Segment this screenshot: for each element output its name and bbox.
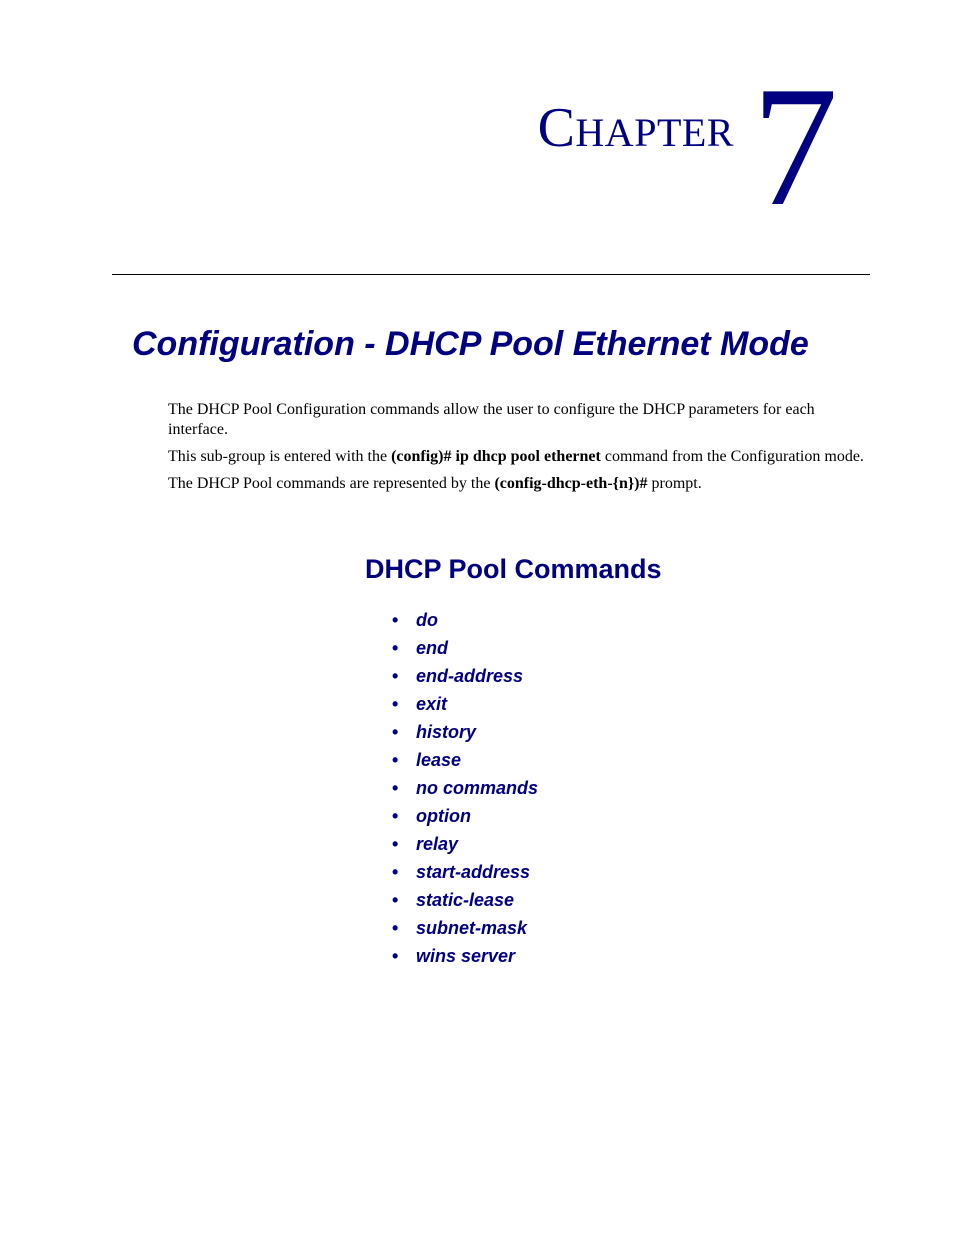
list-item[interactable] [392, 718, 538, 746]
list-item[interactable] [392, 690, 538, 718]
bullet-icon: • [392, 694, 399, 714]
command-list [392, 606, 538, 970]
command-link[interactable]: exit [416, 694, 448, 714]
bullet-icon: • [392, 806, 399, 826]
command-link[interactable]: end-address [416, 666, 524, 686]
command-link[interactable]: history [416, 722, 477, 742]
intro-p3-before: The DHCP Pool commands are represented by the [168, 475, 495, 492]
chapter-title: Configuration - DHCP Pool Ethernet Mode [132, 325, 809, 363]
bullet-icon: • [392, 750, 399, 770]
command-link[interactable]: lease [416, 750, 462, 770]
list-item[interactable] [392, 802, 538, 830]
prompt-text: (config-dhcp-eth-{n})# [494, 475, 648, 492]
command-link[interactable]: relay [416, 834, 459, 854]
chapter-heading [537, 52, 838, 242]
config-command: (config)# ip dhcp pool ethernet [391, 448, 601, 465]
command-link[interactable]: subnet-mask [416, 918, 528, 938]
command-link[interactable]: wins server [416, 946, 516, 966]
list-item[interactable] [392, 830, 538, 858]
list-item[interactable] [392, 746, 538, 774]
chapter-label-initial: C [537, 97, 576, 159]
bullet-icon: • [392, 638, 399, 658]
command-link[interactable]: end [416, 638, 449, 658]
bullet-icon: • [392, 834, 399, 854]
list-item[interactable] [392, 774, 538, 802]
command-link[interactable]: static-lease [416, 890, 515, 910]
chapter-number: 7 [752, 52, 838, 242]
intro-paragraph-1: The DHCP Pool Configuration commands allow the user to configure the DHCP parameters for each interface. [168, 401, 815, 438]
intro-p2-after: command from the Configuration mode. [600, 448, 864, 465]
bullet-icon: • [392, 918, 399, 938]
list-item[interactable] [392, 606, 538, 634]
chapter-label-rest: HAPTER [575, 110, 734, 155]
intro-p2-before: This sub-group is entered with the [168, 448, 392, 465]
list-item[interactable] [392, 662, 538, 690]
bullet-icon: • [392, 722, 399, 742]
command-link[interactable]: no commands [416, 778, 539, 798]
list-item[interactable] [392, 858, 538, 886]
intro-paragraph-3 [168, 474, 868, 494]
intro-paragraph-2 [168, 447, 868, 467]
bullet-icon: • [392, 946, 399, 966]
bullet-icon: • [392, 666, 399, 686]
command-link[interactable]: start-address [416, 862, 531, 882]
list-item[interactable] [392, 914, 538, 942]
chapter-label [537, 97, 734, 159]
bullet-icon: • [392, 778, 399, 798]
list-item[interactable] [392, 942, 538, 970]
list-item[interactable] [392, 886, 538, 914]
bullet-icon: • [392, 862, 399, 882]
bullet-icon: • [392, 610, 399, 630]
intro-text [168, 400, 868, 501]
command-link[interactable]: option [416, 806, 471, 826]
command-link[interactable]: do [416, 610, 438, 630]
bullet-icon: • [392, 890, 399, 910]
section-title: DHCP Pool Commands [365, 554, 662, 584]
list-item[interactable] [392, 634, 538, 662]
intro-p3-after: prompt. [647, 475, 702, 492]
horizontal-rule [112, 274, 870, 275]
